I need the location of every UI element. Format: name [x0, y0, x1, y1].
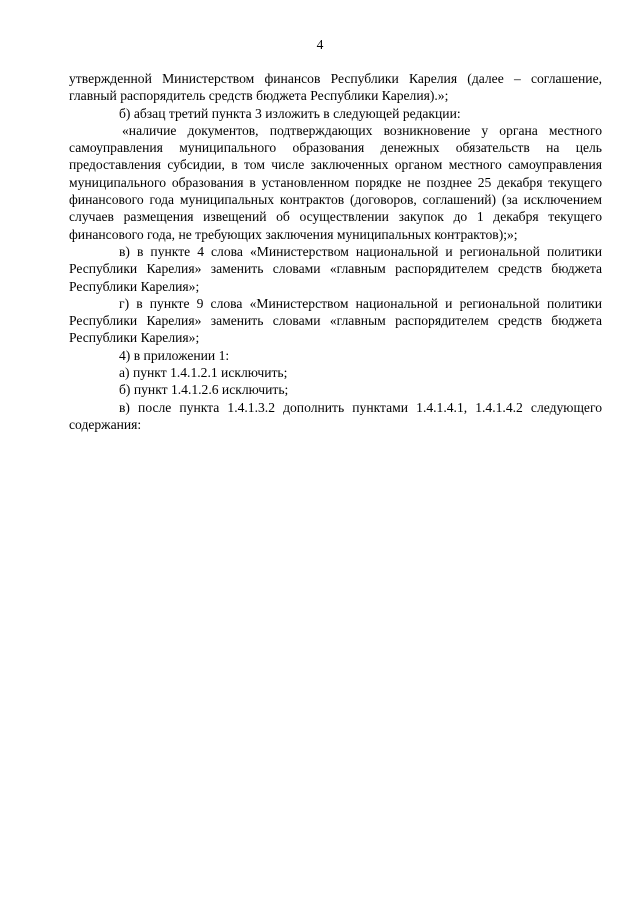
paragraph-continuation: утвержденной Министерством финансов Республики Карелия (далее – соглашение, главный распорядитель средств бюджета Республики Карелия).»;	[69, 71, 602, 104]
paragraph-quoted-text: «наличие документов, подтверждающих возникновение у органа местного самоуправления муниципального образования денежных обязательств на цель предоставления субсидии, в том числе заключенных органом местного самоуправления муниципального образования в установленном порядке не позднее 25 декабря текущего финансового года муниципальных контрактов (договоров, соглашений) (за исключением случаев размещения извещений об осуществлении закупок до 1 декабря текущего финансового года, не требующих заключения муниципальных контрактов);»;	[69, 122, 602, 242]
paragraph-item-v: в) в пункте 4 слова «Министерством национальной и региональной политики Республики Карелия» заменить словами «главным распорядителем средств бюджета Республики Карелия»;	[69, 243, 602, 294]
paragraph-item-4: 4) в приложении 1:	[119, 347, 230, 363]
paragraph-subitem-b: б) пункт 1.4.1.2.6 исключить;	[119, 382, 289, 398]
document-body	[69, 70, 602, 433]
paragraph-item-b-intro: б) абзац третий пункта 3 изложить в следующей редакции:	[119, 105, 461, 121]
paragraph-subitem-a: а) пункт 1.4.1.2.1 исключить;	[119, 365, 288, 381]
paragraph-subitem-v: в) после пункта 1.4.1.3.2 дополнить пунктами 1.4.1.4.1, 1.4.1.4.2 следующего содержания:	[69, 399, 602, 432]
page-number: 4	[316, 37, 324, 52]
paragraph-item-g: г) в пункте 9 слова «Министерством национальной и региональной политики Республики Карелия» заменить словами «главным распорядителем средств бюджета Республики Карелия»;	[69, 295, 602, 346]
